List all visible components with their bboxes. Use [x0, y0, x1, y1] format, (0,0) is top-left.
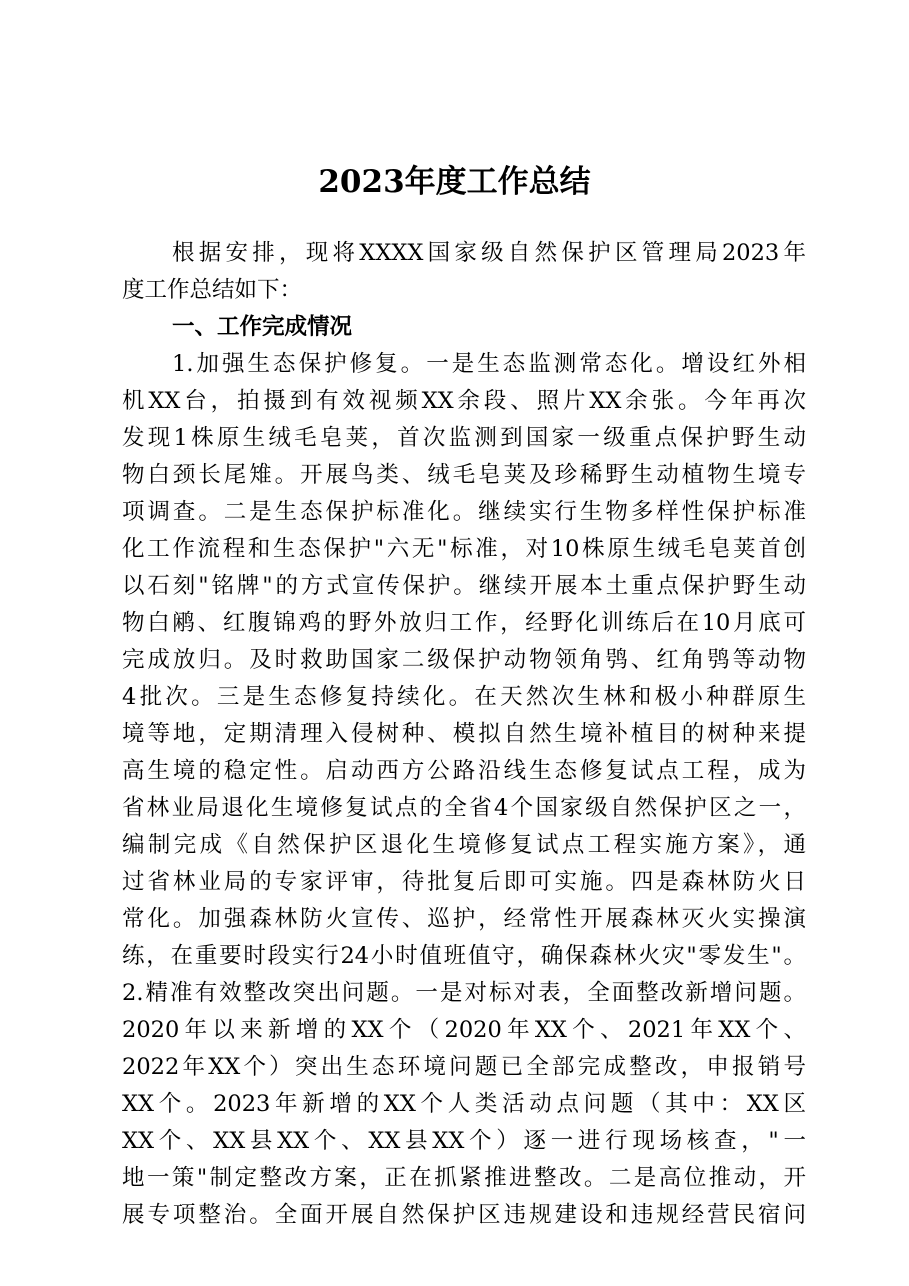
- paragraph-line: 高生境的稳定性。启动西方公路沿线生态修复试点工程，成为: [122, 758, 806, 784]
- paragraph-line: 以石刻"铭牌"的方式宣传保护。继续开展本土重点保护野生动: [122, 573, 806, 599]
- paragraph-line: XX个、XX县XX个、XX县XX个）逐一进行现场核查，"一: [122, 1128, 806, 1154]
- paragraph-line: 发现1株原生绒毛皂荚，首次监测到国家一级重点保护野生动: [122, 425, 806, 451]
- paragraph-line: 练，在重要时段实行24小时值班值守，确保森林火灾"零发生"。: [122, 943, 806, 969]
- paragraph-line: 4批次。三是生态修复持续化。在天然次生林和极小种群原生: [122, 684, 806, 710]
- paragraph-line: 地一策"制定整改方案，正在抓紧推进整改。二是高位推动，开: [122, 1165, 806, 1191]
- paragraph-line: 2020年以来新增的XX个（2020年XX个、2021年XX个、: [122, 1017, 806, 1043]
- paragraph-line: 物白鹇、红腹锦鸡的野外放归工作，经野化训练后在10月底可: [122, 610, 806, 636]
- paragraph-line: 完成放归。及时救助国家二级保护动物领角鸮、红角鸮等动物: [122, 647, 806, 673]
- paragraph-line: 常化。加强森林防火宣传、巡护，经常性开展森林灭火实操演: [122, 906, 806, 932]
- document-body: [122, 235, 806, 1234]
- paragraph-line: 化工作流程和生态保护"六无"标准，对10株原生绒毛皂荚首创: [122, 536, 806, 562]
- paragraph-line: 境等地，定期清理入侵树种、模拟自然生境补植目的树种来提: [122, 721, 806, 747]
- paragraph-line: 度工作总结如下：: [122, 277, 303, 303]
- paragraph-line: 2022年XX个）突出生态环境问题已全部完成整改，申报销号: [122, 1054, 806, 1080]
- paragraph-line: 物白颈长尾雉。开展鸟类、绒毛皂荚及珍稀野生动植物生境专: [122, 462, 806, 488]
- paragraph-line: 机XX台，拍摄到有效视频XX余段、照片XX余张。今年再次: [122, 388, 806, 414]
- document-title: 2023年度工作总结: [318, 164, 591, 200]
- paragraph-line: 编制完成《自然保护区退化生境修复试点工程实施方案》，通: [122, 832, 806, 858]
- paragraph-line: 项调查。二是生态保护标准化。继续实行生物多样性保护标准: [122, 499, 806, 525]
- section-heading: 一、工作完成情况: [172, 314, 353, 340]
- paragraph-line: 展专项整治。全面开展自然保护区违规建设和违规经营民宿问: [122, 1202, 806, 1228]
- paragraph-line: XX个。2023年新增的XX个人类活动点问题（其中：XX区: [122, 1091, 806, 1117]
- paragraph-line: 1.加强生态保护修复。一是生态监测常态化。增设红外相: [172, 351, 806, 377]
- paragraph-line: 2.精准有效整改突出问题。一是对标对表，全面整改新增问题。: [122, 980, 806, 1006]
- paragraph-line: 省林业局退化生境修复试点的全省4个国家级自然保护区之一，: [122, 795, 806, 821]
- paragraph-line: 根据安排，现将XXXX国家级自然保护区管理局2023年: [172, 240, 806, 266]
- paragraph-line: 过省林业局的专家评审，待批复后即可实施。四是森林防火日: [122, 869, 806, 895]
